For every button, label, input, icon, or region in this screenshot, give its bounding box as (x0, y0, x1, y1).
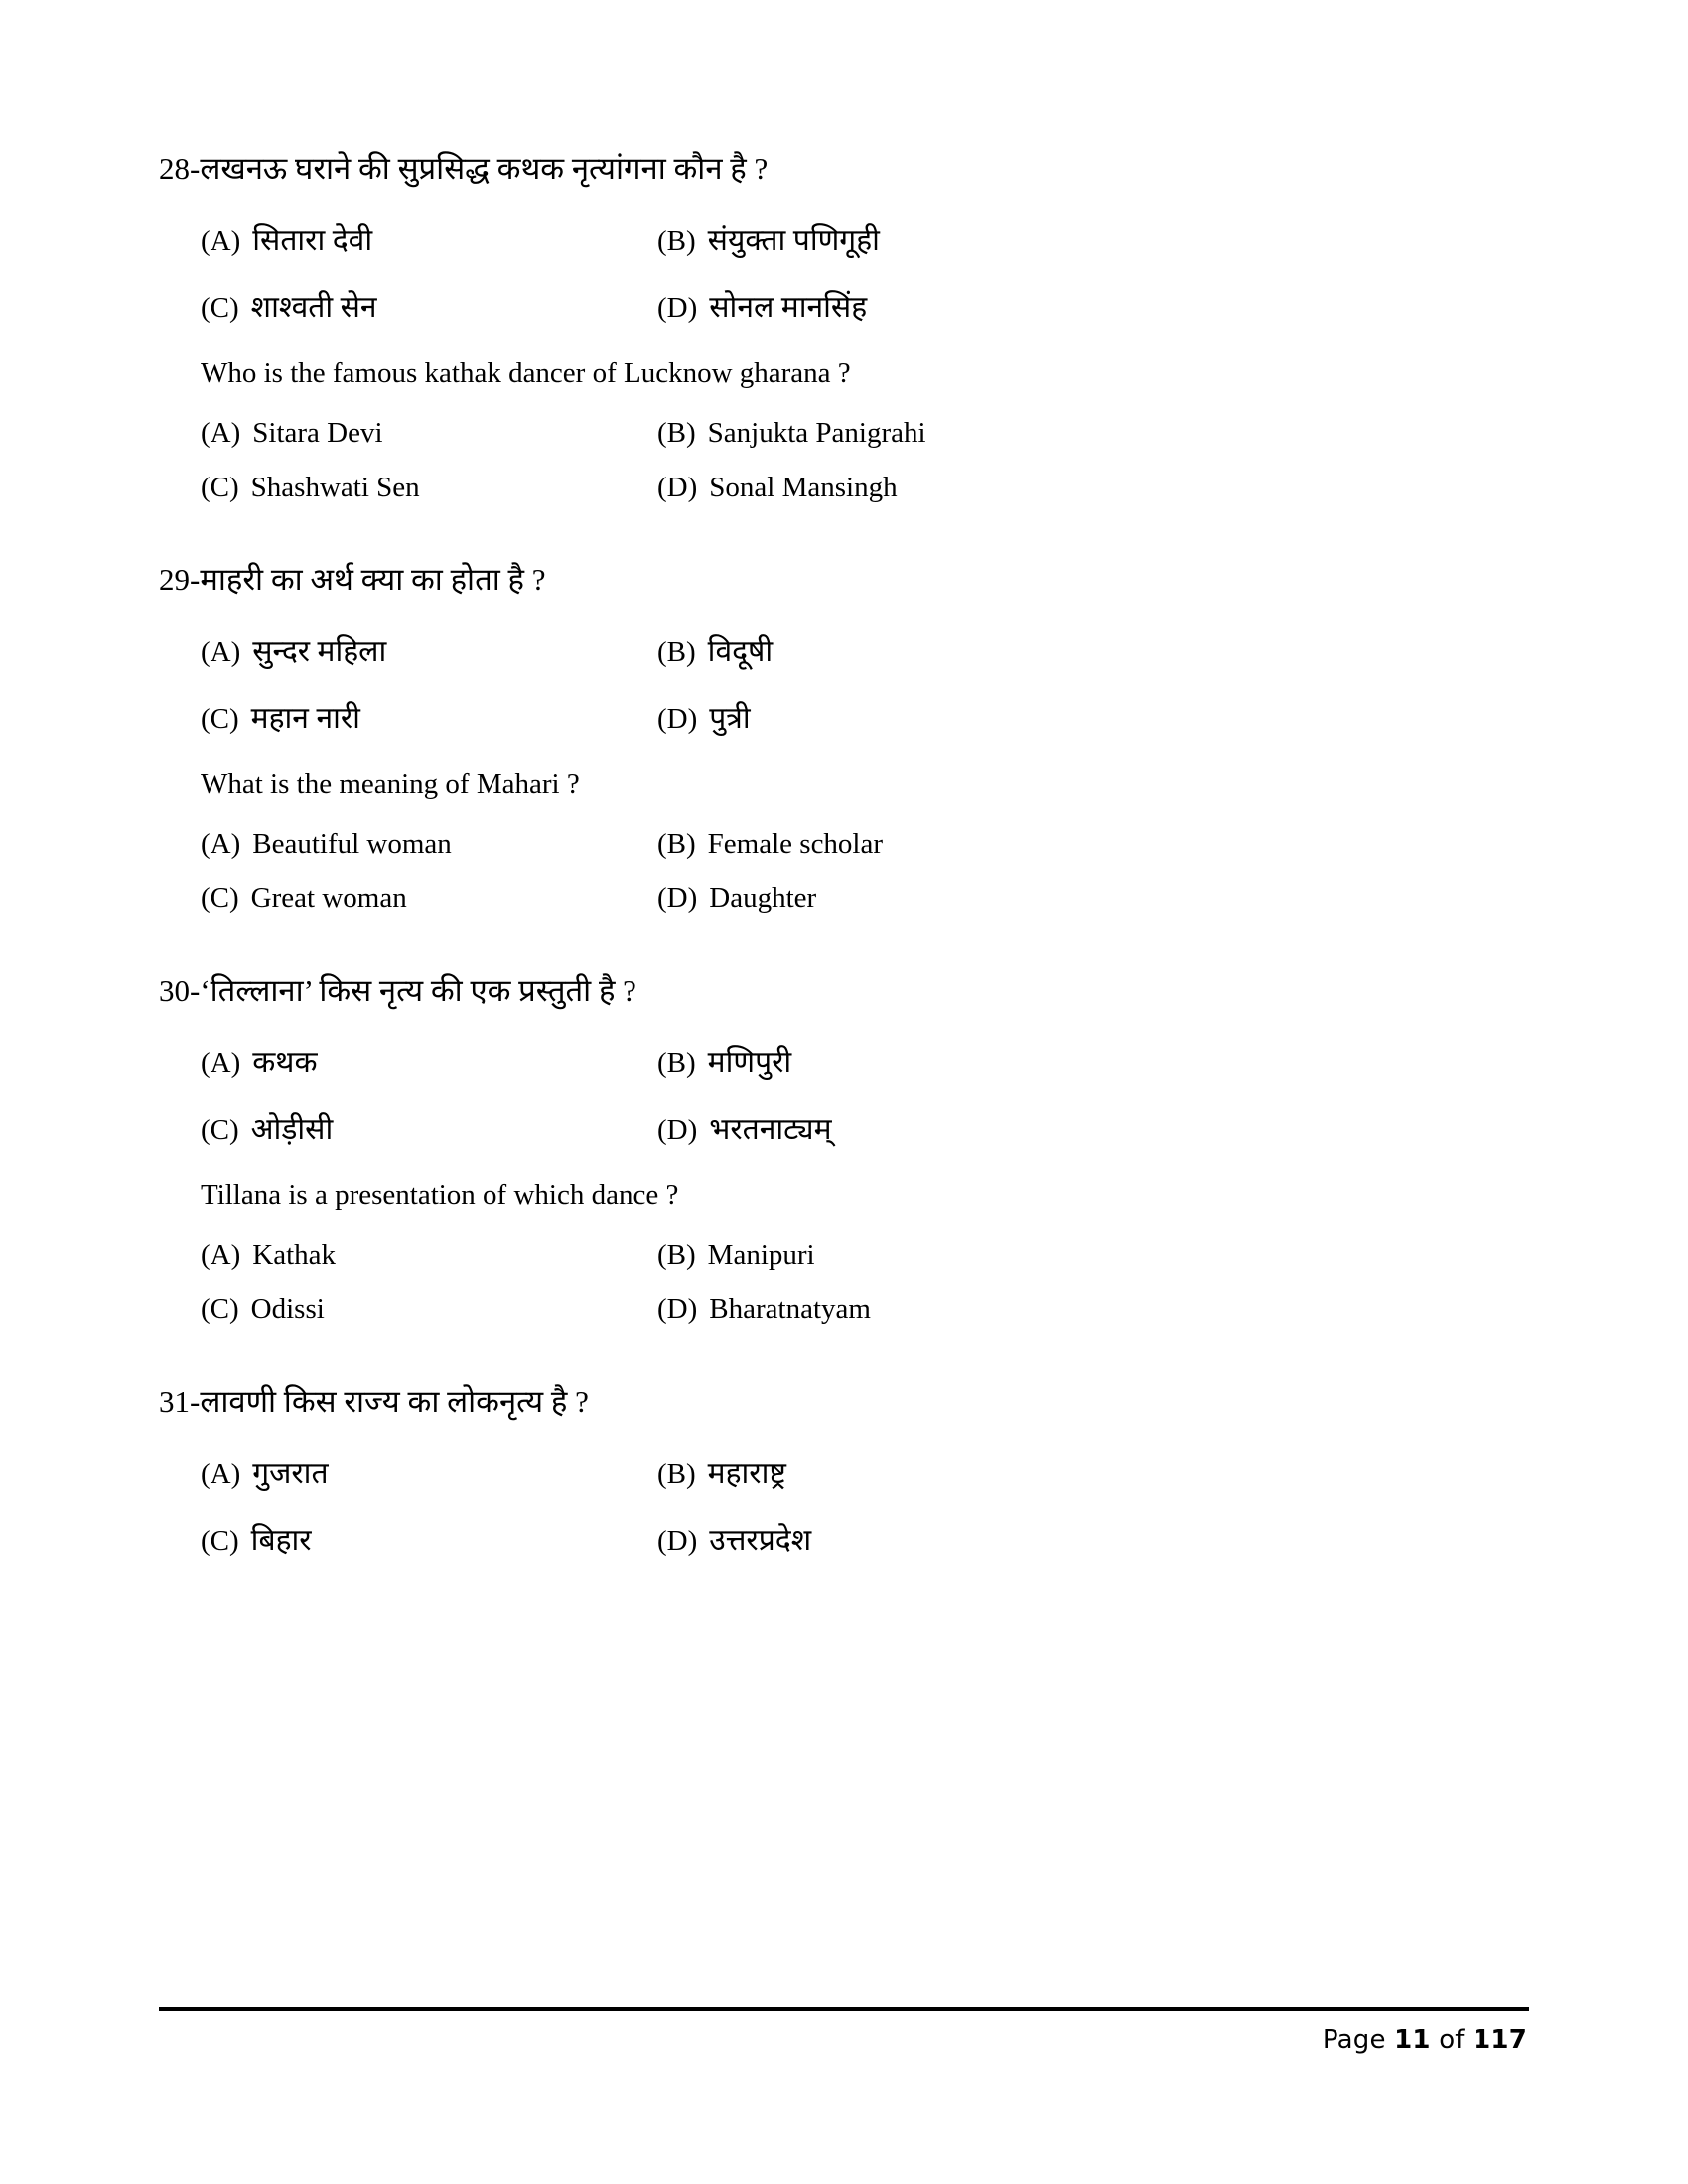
option-letter-c: (C) (201, 1525, 239, 1558)
question-english-text-30: Tillana is a presentation of which dance ? (201, 1179, 679, 1212)
english-option-row-cd-29 (201, 883, 1529, 915)
option-a-english-29[interactable] (201, 828, 657, 861)
option-text-b: संयुक्ता पणिगूही (707, 224, 880, 258)
option-text-c: शाश्वती सेन (250, 291, 377, 325)
option-text-c: ओड़ीसी (250, 1113, 334, 1147)
option-letter-d: (D) (657, 1525, 698, 1558)
english-option-row-ab-30 (201, 1239, 1529, 1272)
english-option-row-cd-30 (201, 1294, 1529, 1326)
english-option-row-ab-28 (201, 417, 1529, 450)
option-text-a: गुजरात (252, 1457, 329, 1491)
option-text-c: महान नारी (250, 702, 360, 736)
option-d-english-29[interactable] (657, 883, 1352, 915)
option-letter-c: (C) (201, 882, 239, 914)
option-c-hindi-29[interactable] (201, 696, 657, 737)
option-d-english-28[interactable] (657, 472, 1352, 504)
question-hindi-body-29: माहरी का अर्थ क्या का होता है ? (200, 561, 546, 597)
question-number-30: 30- (159, 972, 201, 1008)
option-text-c: बिहार (250, 1524, 312, 1558)
option-b-hindi-30[interactable] (657, 1040, 1352, 1081)
option-text-d: भरतनाट्यम् (709, 1113, 832, 1147)
hindi-option-row-ab-29 (201, 629, 1529, 670)
option-d-hindi-30[interactable] (657, 1107, 1352, 1148)
option-letter-a: (A) (201, 1458, 241, 1491)
option-text-b: Sanjukta Panigrahi (707, 416, 926, 449)
option-text-d: पुत्री (709, 702, 751, 736)
question-hindi-body-30: ‘तिल्लाना’ किस नृत्य की एक प्रस्तुती है ? (200, 972, 636, 1008)
option-letter-b: (B) (657, 1047, 696, 1080)
option-d-hindi-28[interactable] (657, 285, 1352, 326)
option-a-hindi-31[interactable] (201, 1451, 657, 1492)
hindi-option-row-ab-30 (201, 1040, 1529, 1081)
option-c-english-29[interactable] (201, 883, 657, 915)
option-text-c: Odissi (250, 1293, 325, 1325)
option-a-english-28[interactable] (201, 417, 657, 450)
option-letter-c: (C) (201, 1293, 239, 1325)
option-text-d: उत्तरप्रदेश (709, 1524, 812, 1558)
option-a-hindi-30[interactable] (201, 1040, 657, 1081)
option-text-b: महाराष्ट्र (707, 1457, 786, 1491)
option-a-english-30[interactable] (201, 1239, 657, 1272)
page-footer (159, 2007, 1529, 2055)
page-label-prefix: Page (1322, 2025, 1386, 2055)
option-letter-b: (B) (657, 416, 696, 449)
option-letter-b: (B) (657, 225, 696, 258)
option-d-hindi-31[interactable] (657, 1518, 1352, 1559)
question-hindi-text-31 (159, 1382, 1529, 1422)
option-text-a: Kathak (252, 1238, 337, 1271)
question-english-text-29: What is the meaning of Mahari ? (201, 768, 580, 801)
page-number-total: 117 (1473, 2025, 1527, 2055)
option-letter-b: (B) (657, 827, 696, 860)
page-number-label (159, 2011, 1529, 2055)
option-text-a: Beautiful woman (252, 827, 452, 860)
question-list (159, 149, 1529, 1559)
question-hindi-body-31: लावणी किस राज्य का लोकनृत्य है ? (200, 1383, 589, 1419)
option-letter-a: (A) (201, 1238, 241, 1271)
option-a-hindi-28[interactable] (201, 218, 657, 259)
option-text-d: Bharatnatyam (709, 1293, 871, 1325)
option-b-english-28[interactable] (657, 417, 1352, 450)
option-letter-d: (D) (657, 703, 698, 736)
question-english-text-28: Who is the famous kathak dancer of Lucknow gharana ? (201, 357, 851, 390)
hindi-option-row-cd-30 (201, 1107, 1529, 1148)
option-c-hindi-30[interactable] (201, 1107, 657, 1148)
question-block-29 (159, 560, 1529, 915)
option-letter-d: (D) (657, 882, 698, 914)
option-c-hindi-28[interactable] (201, 285, 657, 326)
option-letter-c: (C) (201, 1114, 239, 1147)
question-hindi-text-29 (159, 560, 1529, 600)
hindi-option-row-cd-28 (201, 285, 1529, 326)
option-letter-d: (D) (657, 1114, 698, 1147)
question-block-31 (159, 1382, 1529, 1559)
option-text-a: Sitara Devi (252, 416, 383, 449)
option-letter-d: (D) (657, 1293, 698, 1325)
option-letter-d: (D) (657, 292, 698, 325)
option-letter-d: (D) (657, 471, 698, 503)
option-b-hindi-31[interactable] (657, 1451, 1352, 1492)
option-letter-a: (A) (201, 416, 241, 449)
option-letter-a: (A) (201, 225, 241, 258)
option-text-d: Sonal Mansingh (709, 471, 898, 503)
option-text-b: मणिपुरी (707, 1046, 792, 1080)
option-letter-a: (A) (201, 636, 241, 669)
hindi-option-row-cd-31 (201, 1518, 1529, 1559)
english-option-row-ab-29 (201, 828, 1529, 861)
question-block-28 (159, 149, 1529, 504)
hindi-option-row-cd-29 (201, 696, 1529, 737)
option-text-a: सितारा देवी (252, 224, 373, 258)
option-d-hindi-29[interactable] (657, 696, 1352, 737)
option-letter-b: (B) (657, 636, 696, 669)
option-text-a: कथक (252, 1046, 318, 1080)
question-number-28: 28- (159, 151, 201, 186)
option-b-hindi-28[interactable] (657, 218, 1352, 259)
option-letter-c: (C) (201, 292, 239, 325)
option-c-hindi-31[interactable] (201, 1518, 657, 1559)
option-text-b: Female scholar (707, 827, 884, 860)
hindi-option-row-ab-28 (201, 218, 1529, 259)
option-b-english-30[interactable] (657, 1239, 1352, 1272)
option-letter-c: (C) (201, 703, 239, 736)
option-c-english-30[interactable] (201, 1294, 657, 1326)
question-block-30 (159, 971, 1529, 1326)
question-hindi-body-28: लखनऊ घराने की सुप्रसिद्ध कथक नृत्यांगना कौन है ? (200, 151, 769, 186)
page-label-middle: of (1439, 2025, 1465, 2055)
hindi-option-row-ab-31 (201, 1451, 1529, 1492)
option-b-english-29[interactable] (657, 828, 1352, 861)
option-text-b: Manipuri (707, 1238, 815, 1271)
question-hindi-text-30 (159, 971, 1529, 1011)
option-text-a: सुन्दर महिला (252, 635, 387, 669)
option-text-b: विदूषी (707, 635, 774, 669)
option-d-english-30[interactable] (657, 1294, 1352, 1326)
option-a-hindi-29[interactable] (201, 629, 657, 670)
option-letter-c: (C) (201, 471, 239, 503)
option-letter-a: (A) (201, 1047, 241, 1080)
option-letter-a: (A) (201, 827, 241, 860)
option-text-d: सोनल मानसिंह (709, 291, 868, 325)
question-hindi-text-28 (159, 149, 1529, 189)
question-number-29: 29- (159, 561, 201, 597)
page-number-current: 11 (1394, 2025, 1431, 2055)
option-text-c: Shashwati Sen (250, 471, 420, 503)
option-letter-b: (B) (657, 1458, 696, 1491)
english-option-row-cd-28 (201, 472, 1529, 504)
option-b-hindi-29[interactable] (657, 629, 1352, 670)
option-letter-b: (B) (657, 1238, 696, 1271)
option-c-english-28[interactable] (201, 472, 657, 504)
option-text-c: Great woman (250, 882, 407, 914)
question-number-31: 31- (159, 1383, 201, 1419)
option-text-d: Daughter (709, 882, 817, 914)
